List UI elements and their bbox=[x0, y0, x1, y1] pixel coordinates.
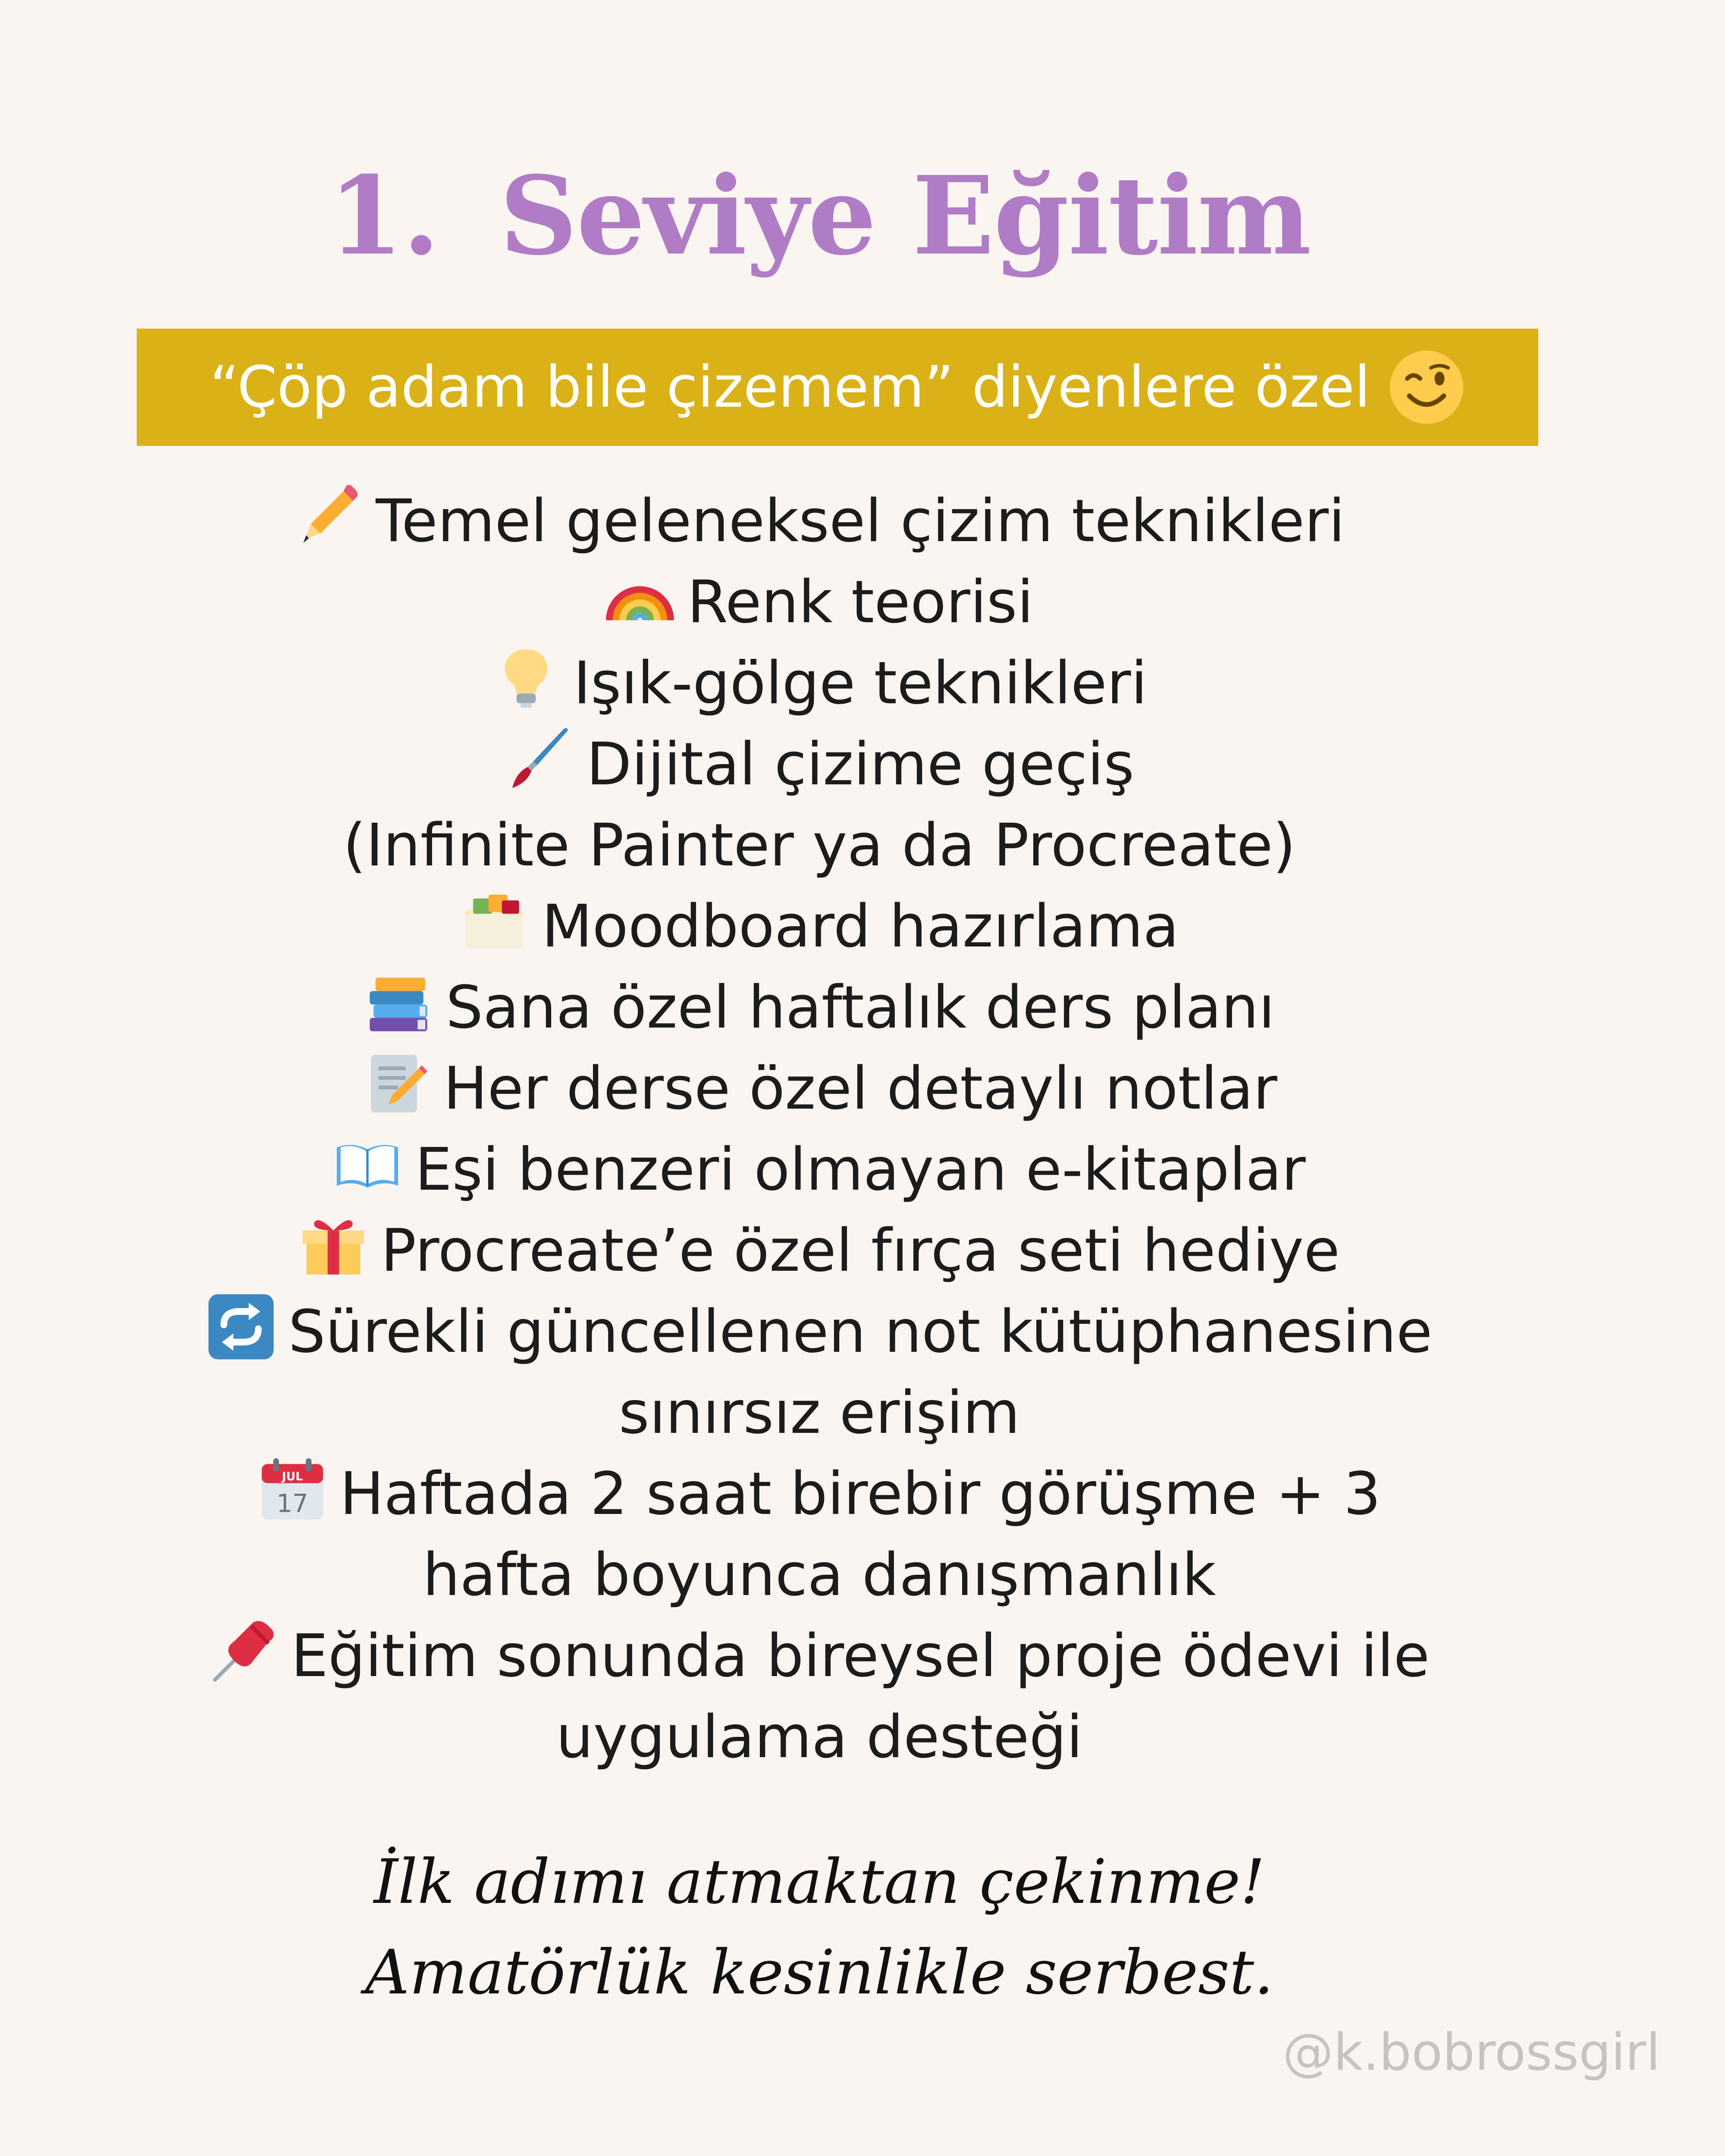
calendar-icon bbox=[258, 1454, 327, 1523]
list-item bbox=[0, 1129, 1639, 1210]
list-item bbox=[0, 643, 1639, 724]
list-item-text: hafta boyunca danışmanlık bbox=[423, 1541, 1216, 1609]
list-item bbox=[0, 481, 1639, 562]
list-item bbox=[0, 886, 1639, 967]
light-bulb-icon bbox=[492, 644, 561, 713]
subtitle-banner bbox=[137, 329, 1538, 446]
repeat-arrows-icon bbox=[207, 1292, 276, 1361]
page-title bbox=[0, 151, 1639, 280]
open-book-icon bbox=[333, 1130, 402, 1199]
list-item bbox=[0, 1616, 1639, 1697]
list-item-text: Haftada 2 saat birebir görüşme + 3 bbox=[339, 1460, 1381, 1528]
list-item bbox=[0, 1210, 1639, 1291]
list-item bbox=[0, 1454, 1639, 1535]
pushpin-icon bbox=[209, 1617, 278, 1686]
author-handle: @k.bobrossgirl bbox=[1283, 2022, 1660, 2082]
pencil-icon bbox=[294, 482, 363, 551]
rainbow-icon bbox=[605, 563, 674, 632]
title-text: Seviye Eğitim bbox=[499, 152, 1311, 279]
list-item-text: Sana özel haftalık ders planı bbox=[445, 974, 1275, 1042]
list-item-text: Moodboard hazırlama bbox=[542, 893, 1179, 961]
list-item bbox=[0, 805, 1639, 886]
list-item bbox=[0, 1697, 1639, 1778]
list-item-text: Sürekli güncellenen not kütüphanesine bbox=[288, 1298, 1433, 1366]
list-item-text: uygulama desteği bbox=[556, 1703, 1083, 1771]
list-item-text: Işık-gölge teknikleri bbox=[573, 649, 1148, 718]
paintbrush-icon bbox=[505, 725, 574, 794]
list-item-text: Eşi benzeri olmayan e-kitaplar bbox=[415, 1136, 1306, 1204]
list-item bbox=[0, 562, 1639, 643]
list-item-text: Her derse özel detaylı notlar bbox=[443, 1055, 1277, 1123]
motto-line-2: Amatörlük kesinlikle serbest. bbox=[365, 1937, 1274, 2008]
feature-list bbox=[0, 481, 1639, 1778]
list-item bbox=[0, 1535, 1639, 1616]
list-item bbox=[0, 724, 1639, 805]
card-index-dividers-icon bbox=[460, 887, 529, 956]
motto bbox=[0, 1837, 1639, 2018]
list-item-text: (Infinite Painter ya da Procreate) bbox=[343, 812, 1296, 880]
title-number: 1. bbox=[328, 152, 439, 279]
memo-icon bbox=[361, 1049, 430, 1118]
list-item-text: Eğitim sonunda bireysel proje ödevi ile bbox=[291, 1622, 1430, 1690]
calendar-month: JUL bbox=[282, 1470, 303, 1483]
list-item-text: Temel geleneksel çizim teknikleri bbox=[376, 487, 1345, 555]
list-item bbox=[0, 967, 1639, 1048]
list-item-text: sınırsız erişim bbox=[618, 1379, 1020, 1447]
list-item bbox=[0, 1291, 1639, 1373]
gift-icon bbox=[299, 1211, 368, 1280]
list-item bbox=[0, 1048, 1639, 1129]
books-icon bbox=[364, 968, 433, 1037]
list-item-text: Dijital çizime geçiş bbox=[586, 730, 1135, 799]
calendar-day: 17 bbox=[276, 1489, 308, 1518]
motto-line-1: İlk adımı atmaktan çekinme! bbox=[373, 1846, 1265, 1918]
list-item bbox=[0, 1373, 1639, 1454]
list-item-text: Procreate’e özel fırça seti hediye bbox=[381, 1217, 1340, 1285]
banner-text: “Çöp adam bile çizemem” diyenlere özel bbox=[210, 354, 1371, 420]
list-item-text: Renk teorisi bbox=[687, 568, 1034, 636]
winking-face-icon bbox=[1388, 348, 1465, 426]
